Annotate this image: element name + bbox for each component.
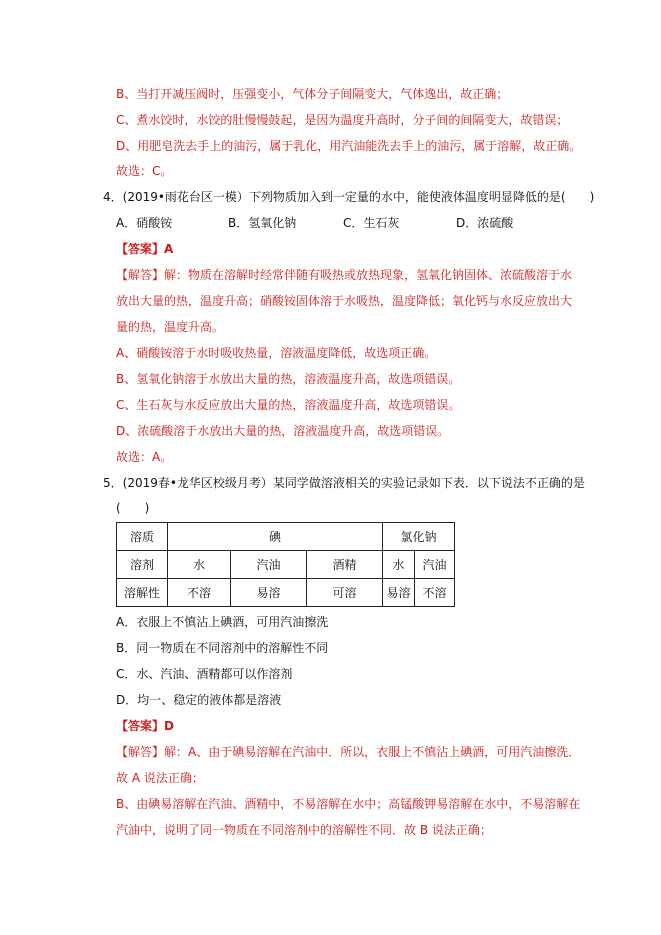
- q5-analysis-line-4: 汽油中，说明了同一物质在不同溶剂中的溶解性不同．故 B 说法正确；: [116, 823, 492, 837]
- cell-solvent: 水: [383, 551, 415, 579]
- q3-option-d-explanation: D、用肥皂洗去手上的油污，属于乳化，用汽油能洗去手上的油污，属于溶解，故正确。: [116, 139, 582, 153]
- q5-analysis-line-3: B、由碘易溶解在汽油、酒精中，不易溶解在水中；高锰酸钾易溶解在水中，不易溶解在: [116, 797, 581, 811]
- q5-answer-paren: ( ): [116, 501, 150, 515]
- cell-solute-iodine: 碘: [168, 523, 383, 551]
- q4-explanation-c: C、生石灰与水反应放出大量的热，溶液温度升高，故选项错误。: [116, 398, 461, 412]
- q4-explanation-b: B、氢氧化钠溶于水放出大量的热，溶液温度升高，故选项错误。: [116, 372, 461, 386]
- cell-solvent: 汽油: [415, 551, 455, 579]
- cell-solvent: 汽油: [231, 551, 307, 579]
- q4-choice: 故选：A。: [116, 450, 173, 464]
- q4-option-a: A．硝酸铵: [116, 216, 173, 230]
- q3-choice: 故选：C。: [116, 164, 173, 178]
- cell-solubility: 不溶: [168, 579, 231, 607]
- cell-solute-nacl: 氯化钠: [383, 523, 455, 551]
- cell-solvent-label: 溶剂: [117, 551, 168, 579]
- q3-option-c-explanation: C、煮水饺时，水饺的肚慢慢鼓起，是因为温度升高时，分子间的间隔变大，故错误；: [116, 113, 569, 127]
- q5-option-b: B．同一物质在不同溶剂中的溶解性不同: [116, 641, 329, 655]
- q4-answer: 【答案】A: [116, 242, 174, 256]
- q4-stem: 4．(2019•雨花台区一模）下列物质加入到一定量的水中，能使液体温度明显降低的是( ): [103, 190, 595, 204]
- q4-analysis-line-2: 放出大量的热，温度升高；硝酸铵固体溶于水吸热，温度降低；氧化钙与水反应放出大: [116, 294, 573, 308]
- cell-solubility: 不溶: [415, 579, 455, 607]
- table-row-solute: [117, 523, 455, 551]
- q3-option-b-explanation: B、当打开减压阀时，压强变小，气体分子间隔变大，气体逸出，故正确；: [116, 87, 509, 101]
- q4-option-d: D．浓硫酸: [456, 216, 514, 230]
- table-row-solubility: [117, 579, 455, 607]
- q4-explanation-d: D、浓硫酸溶于水放出大量的热，溶液温度升高，故选项错误。: [116, 424, 450, 438]
- cell-solubility: 可溶: [307, 579, 383, 607]
- experiment-table: [116, 522, 455, 607]
- q4-explanation-a: A、硝酸铵溶于水时吸收热量，溶液温度降低，故选项正确。: [116, 346, 437, 360]
- q5-answer: 【答案】D: [116, 719, 174, 733]
- q4-analysis-line-1: 【解答】解：物质在溶解时经常伴随有吸热或放热现象，氢氧化钠固体、浓硫酸溶于水: [116, 268, 573, 282]
- cell-solvent: 水: [168, 551, 231, 579]
- q5-option-c: C．水、汽油、酒精都可以作溶剂: [116, 667, 293, 681]
- q4-analysis-line-3: 量的热，温度升高。: [116, 320, 225, 334]
- table-row-solvent: [117, 551, 455, 579]
- q5-option-a: A．衣服上不慎沾上碘酒，可用汽油擦洗: [116, 615, 329, 629]
- q5-analysis-line-2: 故 A 说法正确；: [116, 771, 204, 785]
- cell-solvent: 酒精: [307, 551, 383, 579]
- q4-option-c: C．生石灰: [343, 216, 400, 230]
- q5-analysis-line-1: 【解答】解：A、由于碘易溶解在汽油中．所以，衣服上不慎沾上碘酒，可用汽油擦洗．: [116, 745, 581, 759]
- cell-solubility: 易溶: [231, 579, 307, 607]
- q5-stem: 5．(2019春•龙华区校级月考）某同学做溶液相关的实验记录如下表．以下说法不正确的是: [103, 476, 585, 490]
- cell-solubility: 易溶: [383, 579, 415, 607]
- cell-solute-label: 溶质: [117, 523, 168, 551]
- cell-solubility-label: 溶解性: [117, 579, 168, 607]
- q5-option-d: D．均一、稳定的液体都是溶液: [116, 693, 282, 707]
- q4-option-b: B．氢氧化钠: [228, 216, 297, 230]
